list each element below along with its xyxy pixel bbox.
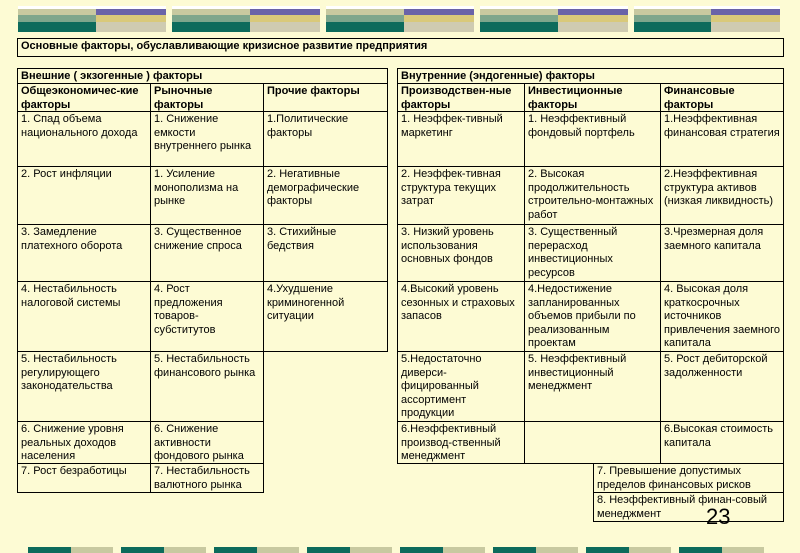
external-cell: 6. Снижение уровня реальных доходов населения: [17, 421, 151, 464]
bottom-decor-band-7: [586, 547, 671, 553]
external-cell: 1. Усиление монополизма на рынке: [150, 166, 264, 225]
external-cell: 3. Существенное снижение спроса: [150, 224, 264, 282]
external-cell: 7. Нестабильность валютного рынка: [150, 463, 264, 493]
external-col-header-economic: Общеэкономичес-кие факторы: [17, 83, 151, 112]
internal-col-header-production: Производствен-ные факторы: [397, 83, 525, 112]
slide-title: Основные факторы, обуславливающие кризисное развитие предприятия: [17, 38, 784, 57]
internal-factors-header: Внутренние (эндогенные) факторы: [397, 68, 784, 84]
bottom-decor-band-5: [400, 547, 485, 553]
internal-cell: 6.Высокая стоимость капитала: [660, 421, 784, 464]
external-cell: 1.Политические факторы: [263, 111, 388, 167]
internal-cell: 3. Существенный перерасход инвестиционных ресурсов: [524, 224, 661, 282]
internal-cell: 3.Чрезмерная доля заемного капитала: [660, 224, 784, 282]
external-col-header-other: Прочие факторы: [263, 83, 388, 112]
top-decor-band-4: [480, 6, 628, 32]
external-cell: 3. Замедление платехного оборота: [17, 224, 151, 282]
bottom-decor-band-6: [493, 547, 578, 553]
top-decor-band-5: [634, 6, 780, 32]
bottom-decor-band-4: [307, 547, 392, 553]
internal-col-header-financial: Финансовые факторы: [660, 83, 784, 112]
external-cell: 4. Нестабильность налоговой системы: [17, 281, 151, 352]
internal-cell: 1. Неэффек-тивный маркетинг: [397, 111, 525, 167]
internal-cell: [524, 421, 661, 464]
external-cell: 5. Нестабильность регулирующего законодательства: [17, 351, 151, 422]
bottom-decor-band-2: [121, 547, 206, 553]
internal-cell: 1. Неэффективный фондовый портфель: [524, 111, 661, 167]
external-cell: 6. Снижение активности фондового рынка: [150, 421, 264, 464]
page-number: 23: [706, 504, 731, 529]
bottom-decor-band-8: [679, 547, 764, 553]
internal-cell: 5. Рост дебиторской задолженности: [660, 351, 784, 422]
internal-extra-cell: 7. Превышение допустимых пределов финансовых рисков: [593, 463, 784, 493]
external-cell: 1. Спад объема национального дохода: [17, 111, 151, 167]
internal-cell: 1.Неэффективная финансовая стратегия: [660, 111, 784, 167]
external-cell: 5. Нестабильность финансового рынка: [150, 351, 264, 422]
internal-extra-cell: 8. Неэффективный финан-совый менеджмент: [593, 492, 784, 522]
internal-cell: 2. Неэффек-тивная структура текущих затрат: [397, 166, 525, 225]
external-cell: 4.Ухудшение криминогенной ситуации: [263, 281, 388, 352]
external-col-header-market: Рыночные факторы: [150, 83, 264, 112]
internal-cell: 4.Недостижение запланированных объемов прибыли по реализованным проектам: [524, 281, 661, 352]
external-cell: 2. Рост инфляции: [17, 166, 151, 225]
internal-cell: 2.Неэффективная структура активов (низкая ликвидность): [660, 166, 784, 225]
internal-cell: 3. Низкий уровень использования основных фондов: [397, 224, 525, 282]
internal-cell: 2. Высокая продолжительность строительно-монтажных работ: [524, 166, 661, 225]
internal-cell: 4.Высокий уровень сезонных и страховых запасов: [397, 281, 525, 352]
bottom-decor-band-3: [214, 547, 299, 553]
external-cell: 2. Негативные демографические факторы: [263, 166, 388, 225]
bottom-decor-band-1: [28, 547, 113, 553]
external-cell: 4. Рост предложения товаров-субститутов: [150, 281, 264, 352]
internal-cell: 4. Высокая доля краткосрочных источников привлечения заемного капитала: [660, 281, 784, 352]
top-decor-band-3: [326, 6, 474, 32]
external-cell: 3. Стихийные бедствия: [263, 224, 388, 282]
external-cell: 7. Рост безработицы: [17, 463, 151, 493]
internal-cell: 5. Неэффективный инвестиционный менеджмент: [524, 351, 661, 422]
top-decor-band-1: [18, 6, 166, 32]
external-factors-header: Внешние ( экзогенные ) факторы: [17, 68, 388, 84]
internal-col-header-investment: Инвестиционные факторы: [524, 83, 661, 112]
internal-cell: 5.Недостаточно диверси-фицированный ассортимент продукции: [397, 351, 525, 422]
internal-cell: 6.Неэффективный производ-ственный менеджмент: [397, 421, 525, 464]
external-cell: 1. Снижение емкости внутреннего рынка: [150, 111, 264, 167]
top-decor-band-2: [172, 6, 320, 32]
